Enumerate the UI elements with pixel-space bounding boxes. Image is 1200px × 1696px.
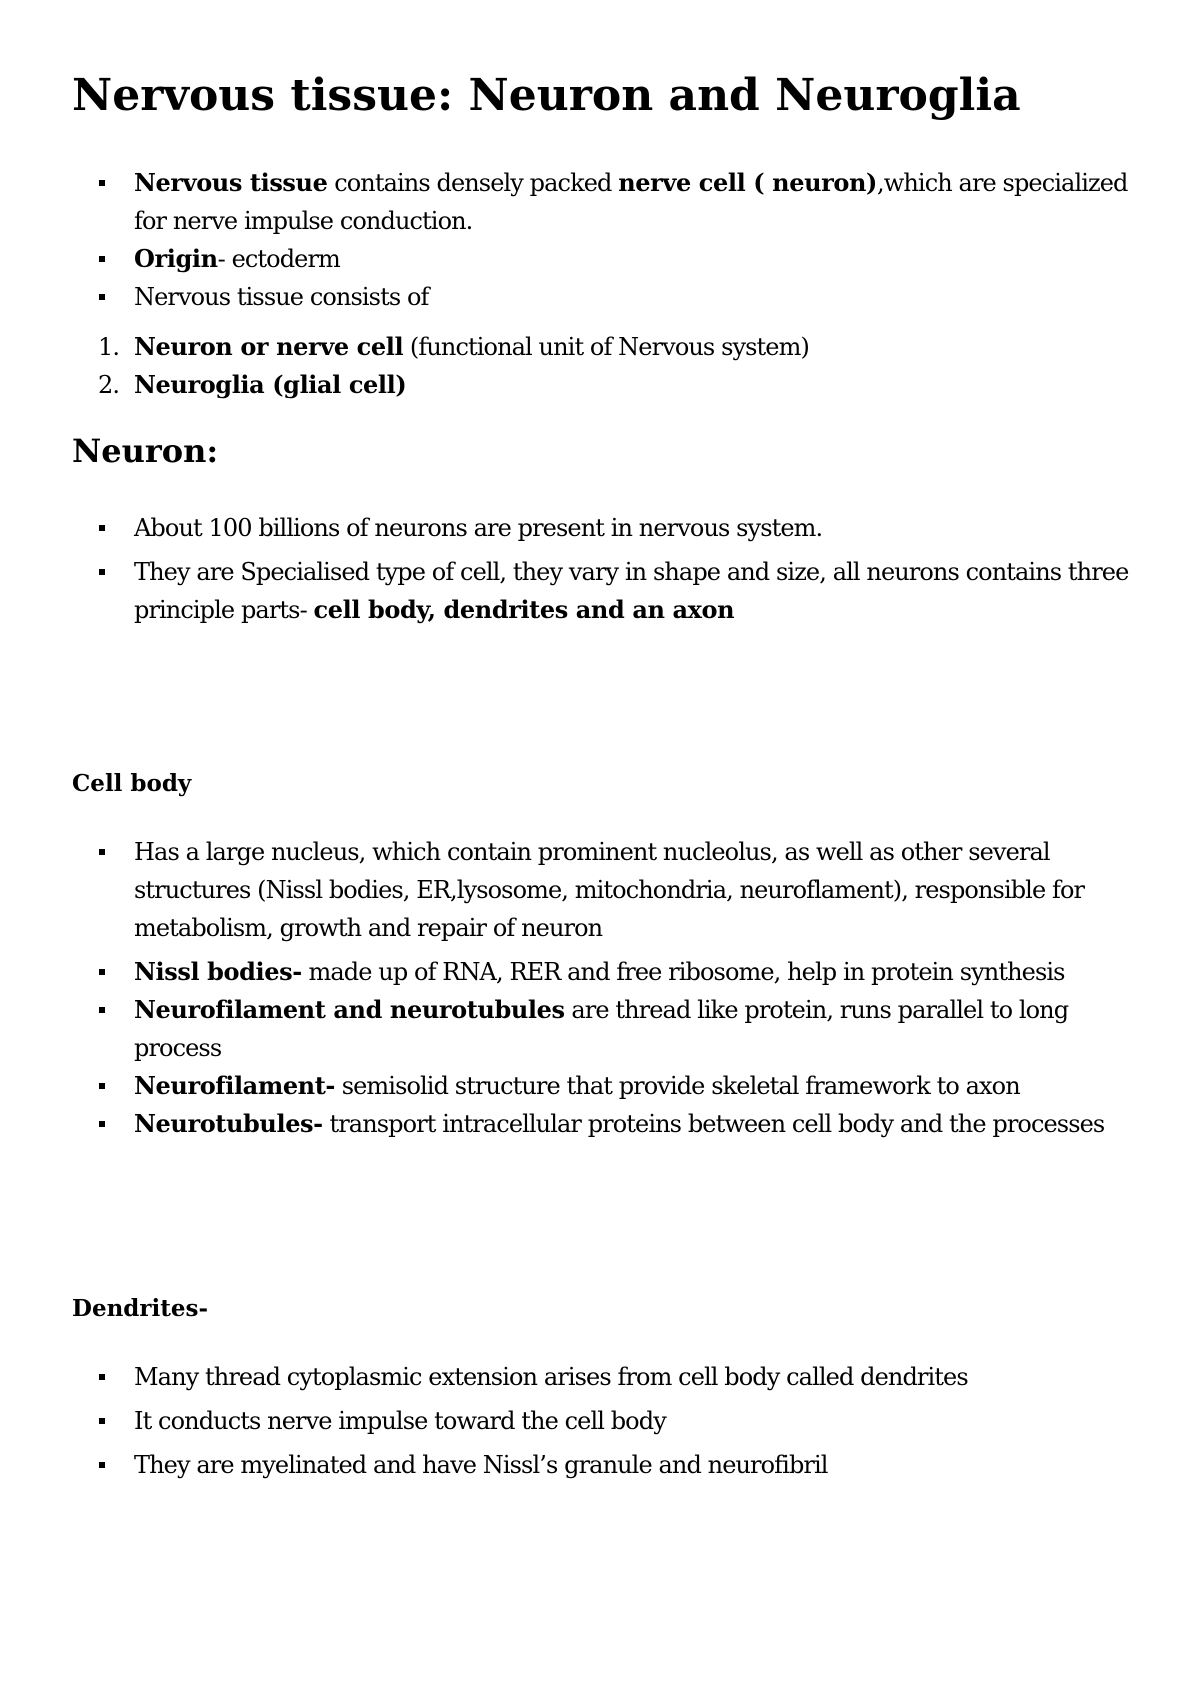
list-item: Neurotubules- transport intracellular proteins between cell body and the processes: [0, 1105, 1134, 1143]
numbered-list: [0, 328, 1200, 404]
cell-body-heading: Cell body: [72, 770, 192, 797]
bullet-icon: [99, 1374, 105, 1380]
list-item: 1. Neuron or nerve cell (functional unit of Nervous system): [0, 328, 1134, 366]
list-item: They are myelinated and have Nissl’s granule and neurofibril: [0, 1446, 1134, 1484]
list-item: Origin- ectoderm: [0, 240, 1134, 278]
bullet-icon: [99, 849, 105, 855]
neuron-bullet-list: [0, 509, 1200, 629]
bullet-icon: [99, 969, 105, 975]
list-number: 1.: [98, 333, 120, 361]
list-item: Neurofilament- semisolid structure that provide skeletal framework to axon: [0, 1067, 1134, 1105]
list-item: 2. Neuroglia (glial cell): [0, 366, 1134, 404]
neuron-heading: Neuron:: [72, 432, 219, 470]
bullet-icon: [99, 1121, 105, 1127]
bullet-icon: [99, 569, 105, 575]
list-number: 2.: [98, 371, 120, 399]
list-item: It conducts nerve impulse toward the cell body: [0, 1402, 1134, 1440]
intro-bullet-list: [0, 164, 1200, 316]
bullet-icon: [99, 1083, 105, 1089]
bullet-icon: [99, 1418, 105, 1424]
cell-body-bullet-list: [0, 833, 1200, 1143]
list-item: Neurofilament and neurotubules are thread like protein, runs parallel to long process: [0, 991, 1134, 1067]
bullet-icon: [99, 180, 105, 186]
list-item: Nervous tissue contains densely packed nerve cell ( neuron),which are specialized for nerve impulse conduction.: [0, 164, 1134, 240]
dendrites-bullet-list: [0, 1358, 1200, 1484]
bullet-icon: [99, 1462, 105, 1468]
list-item: Many thread cytoplasmic extension arises from cell body called dendrites: [0, 1358, 1134, 1396]
bullet-icon: [99, 256, 105, 262]
list-item: Nervous tissue consists of: [0, 278, 1134, 316]
bullet-icon: [99, 525, 105, 531]
list-item: About 100 billions of neurons are present in nervous system.: [0, 509, 1134, 547]
bullet-icon: [99, 294, 105, 300]
list-item: Nissl bodies- made up of RNA, RER and free ribosome, help in protein synthesis: [0, 953, 1134, 991]
dendrites-heading: Dendrites-: [72, 1295, 208, 1322]
page-title: Nervous tissue: Neuron and Neuroglia: [72, 70, 1021, 121]
list-item: Has a large nucleus, which contain prominent nucleolus, as well as other several structures (Nissl bodies, ER,lysosome, mitochondria, neuroflament), responsible for metabolism, growth and repair of neuron: [0, 833, 1134, 947]
list-item: They are Specialised type of cell, they vary in shape and size, all neurons contains three principle parts- cell body, dendrites and an axon: [0, 553, 1134, 629]
bullet-icon: [99, 1007, 105, 1013]
